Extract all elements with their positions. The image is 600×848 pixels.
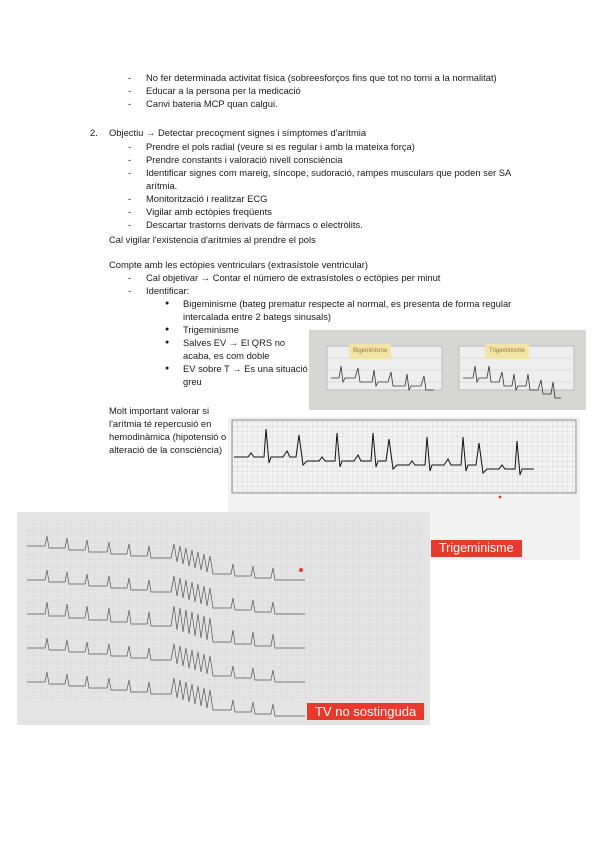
trigeminisme-label: Trigeminisme: [431, 540, 522, 557]
tv-label: TV no sostinguda: [307, 703, 424, 720]
list-item: - Identificar:: [128, 284, 548, 297]
important-note: Molt important valorar si l'arítmia té repercusió en hemodinàmica (hipotensió o alteració de la consciència): [109, 405, 227, 455]
ectopies-list: [128, 271, 548, 297]
list-item: - Descartar trastorns derivats de fàrmacs o electròlits.: [128, 218, 528, 231]
strip-tag-right: Trigeminisme: [485, 344, 529, 359]
list-item: - Canvi bateria MCP quan calgui.: [128, 97, 568, 110]
list-item: ● Salves EV → El QRS no acaba, es com doble: [165, 336, 313, 362]
list-item: ● Bigeminisme (bateg prematur respecte al normal, es presenta de forma regular intercalada entre 2 bategs sinusals): [165, 297, 528, 323]
list-item: - Prendre constants i valoració nivell consciència: [128, 153, 528, 166]
ecg-photo-tv: [17, 512, 430, 725]
ecg-tv-trace: [17, 512, 430, 725]
list-item: - Vigilar amb ectòpies freqüents: [128, 205, 528, 218]
top-list: [128, 71, 568, 110]
list-item: - Monitorització i realitzar ECG: [128, 192, 528, 205]
ecg-photo-bigeminy-trigeminy: [309, 330, 586, 410]
list-item: ● EV sobre T → Es una situació greu: [165, 362, 313, 388]
list-item: - Cal objetivar → Contar el número de extrasístoles o ectòpies per minut: [128, 271, 548, 284]
list-item: - No fer determinada activitat física (sobreesforços fins que tot no torni a la normalitat): [128, 71, 568, 84]
list-item: - Identificar signes com mareig, síncope, sudoració, rampes musculars que poden ser SA arítmia.: [128, 166, 528, 192]
section2-list: [128, 140, 528, 231]
section-number: 2.: [90, 127, 98, 138]
list-item: - Prendre el pols radial (veure si es regular i amb la mateixa força): [128, 140, 528, 153]
strip-tag-left: Bigeminisme: [349, 344, 391, 359]
list-item: - Educar a la persona per la medicació: [128, 84, 568, 97]
list-item: ● Trigeminisme: [165, 323, 313, 336]
ecg-strips-illustration: [309, 330, 586, 410]
section-heading: Objectiu → Detectar precoçment signes i símptomes d'arítmia: [109, 127, 367, 138]
section2-note: Cal vigilar l'existencia d'arítmies al prendre el pols: [109, 234, 316, 245]
ectopies-intro: Compte amb les ectòpies ventriculars (extrasístole ventricular): [109, 259, 368, 270]
